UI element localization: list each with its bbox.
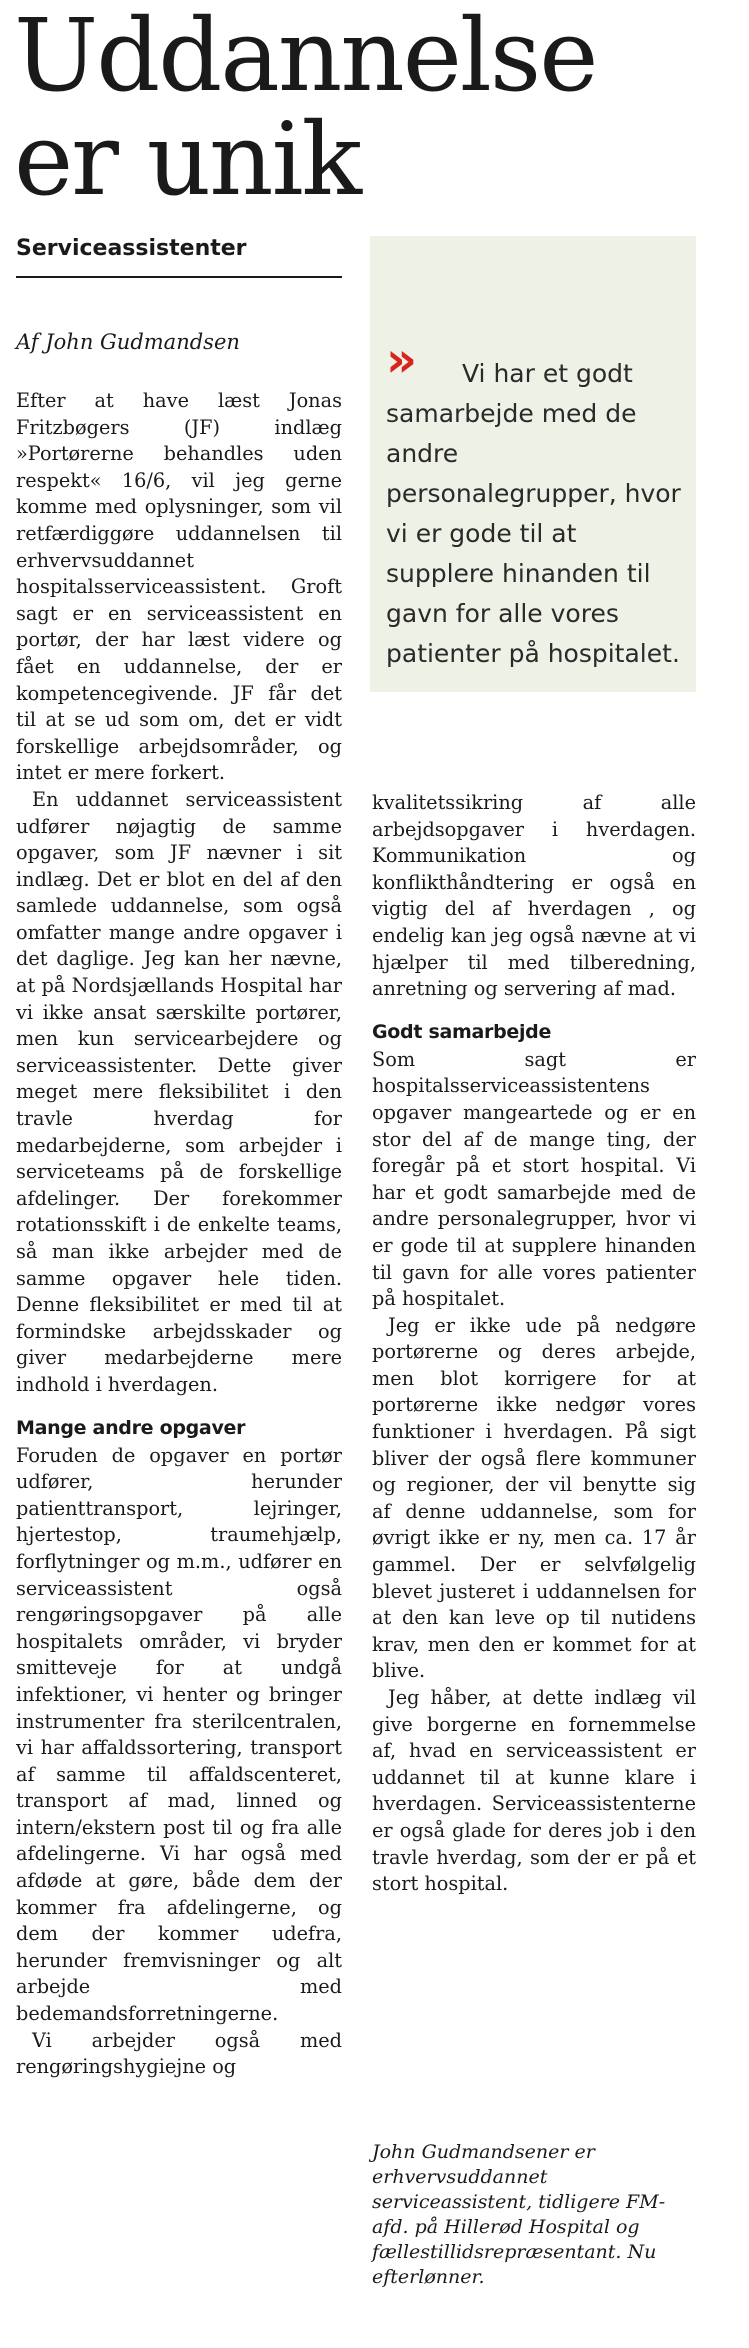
article-column-2 — [372, 790, 696, 1898]
pull-quote-text: Vi har et godt samarbejde med de andre personalegrupper, hvor vi er gode til at supplere hinanden til gavn for alle vores patienter på hospitalet. — [386, 359, 681, 668]
author-note-text: John Gudmandsener er erhvervsuddannet serviceassistent, tidligere FM-afd. på Hillerød Hospital og fællestillidsrepræsentant. Nu efterlønner. — [372, 2141, 666, 2288]
headline-line-2: er unik — [14, 101, 361, 218]
paragraph: kvalitetssikring af alle arbejdsopgaver i hverdagen. Kommunikation og konflikthåndtering er også en vigtig del af hverdagen , og endelig kan jeg også nævne at vi hjælper til med tilberedning, anretning og servering af mad. — [372, 791, 696, 1001]
paragraph: Efter at have læst Jonas Fritzbøgers (JF) indlæg »Portørerne behandles uden respekt« 16/6, vil jeg gerne komme med oplysninger, som vil retfærdiggøre uddannelsen til erhvervsuddannet hospitalsserviceassistent. Groft sagt er en serviceassistent en portør, der har læst videre og fået en uddannelse, der er kompetencegivende. JF får det til at se ud som om, det er vidt forskellige arbejdsområder, og intet er mere forkert. — [16, 389, 342, 785]
paragraph: En uddannet serviceassistent udfører nøjagtig de samme opgaver, som JF nævner i sit indlæg. Det er blot en del af den samlede uddannelse, som også omfatter mange andre opgaver i det daglige. Jeg kan her nævne, at på Nordsjællands Hospital har vi ikke ansat særskilte portører, men kun servicearbejdere og serviceassistenter. Dette giver meget mere fleksibilitet i den travle hverdag for medarbejderne, som arbejder i serviceteams på de forskellige afdelinger. Der forekommer rotationsskift i de enkelte teams, så man ikke arbejder med de samme opgaver hele tiden. Denne fleksibilitet er med til at formindske arbejdsskader og giver medarbejderne mere indhold i hverdagen. — [16, 787, 342, 1396]
pull-quote — [370, 236, 696, 692]
paragraph: Vi arbejder også med rengøringshygiejne og — [16, 2028, 342, 2079]
paragraph: Jeg håber, at dette indlæg vil give borgerne en fornemmelse af, hvad en serviceassistent er uddannet til at kunne klare i hverdagen. Serviceassistenterne er også glade for deres job i den travle hverdag, som der er på et stort hospital. — [372, 1686, 696, 1896]
byline: Af John Gudmandsen — [16, 330, 240, 354]
headline-line-1: Uddannelse — [14, 0, 597, 114]
headline — [14, 0, 734, 218]
paragraph: Jeg er ikke ude på nedgøre portørerne og deres arbejde, men blot korrigere for at portørerne ikke nedgør vores funktioner i hverdagen. På sigt bliver der også flere kommuner og regioner, der vil benytte sig af denne uddannelse, som for øvrigt ikke er ny, men ca. 17 år gammel. Der er selvfølgelig blevet justeret i uddannelsen for at den kan leve op til nutidens krav, men den er kommet for at blive. — [372, 1313, 696, 1683]
paragraph: Foruden de opgaver en portør udfører, herunder patienttransport, lejringer, hjertestop, traumehjælp, forflytninger og m.m., udfører en serviceassistent også rengøringsopgaver på alle hospitalets områder, vi bryder smitteveje for at undgå infektioner, vi henter og bringer instrumenter fra sterilcentralen, vi har affaldssortering, transport af samme til affaldscenteret, transport af mad, linned og intern/ekstern post til og fra alle afdelingerne. Vi har også med afdøde at gøre, både dem der kommer fra afdelingerne, og dem der kommer udefra, herunder fremvisninger og alt arbejde med bedemandsforretningerne. — [16, 1443, 342, 2026]
author-note — [372, 2140, 696, 2290]
subheading: Mange andre opgaver — [16, 1416, 246, 1439]
quote-mark-icon: » — [386, 332, 410, 388]
subheading: Godt samarbejde — [372, 1020, 552, 1043]
section-label: Serviceassistenter — [16, 236, 247, 261]
paragraph: Som sagt er hospitalsserviceassistentens opgaver mangeartede og er en stor del af de mange ting, der foregår på et stort hospital. Vi har et godt samarbejde med de andre personalegrupper, hvor vi er gode til at supplere hinanden til gavn for alle vores patienter på hospitalet. — [372, 1047, 696, 1311]
article-column-1 — [16, 388, 342, 2081]
section-rule — [16, 276, 342, 278]
